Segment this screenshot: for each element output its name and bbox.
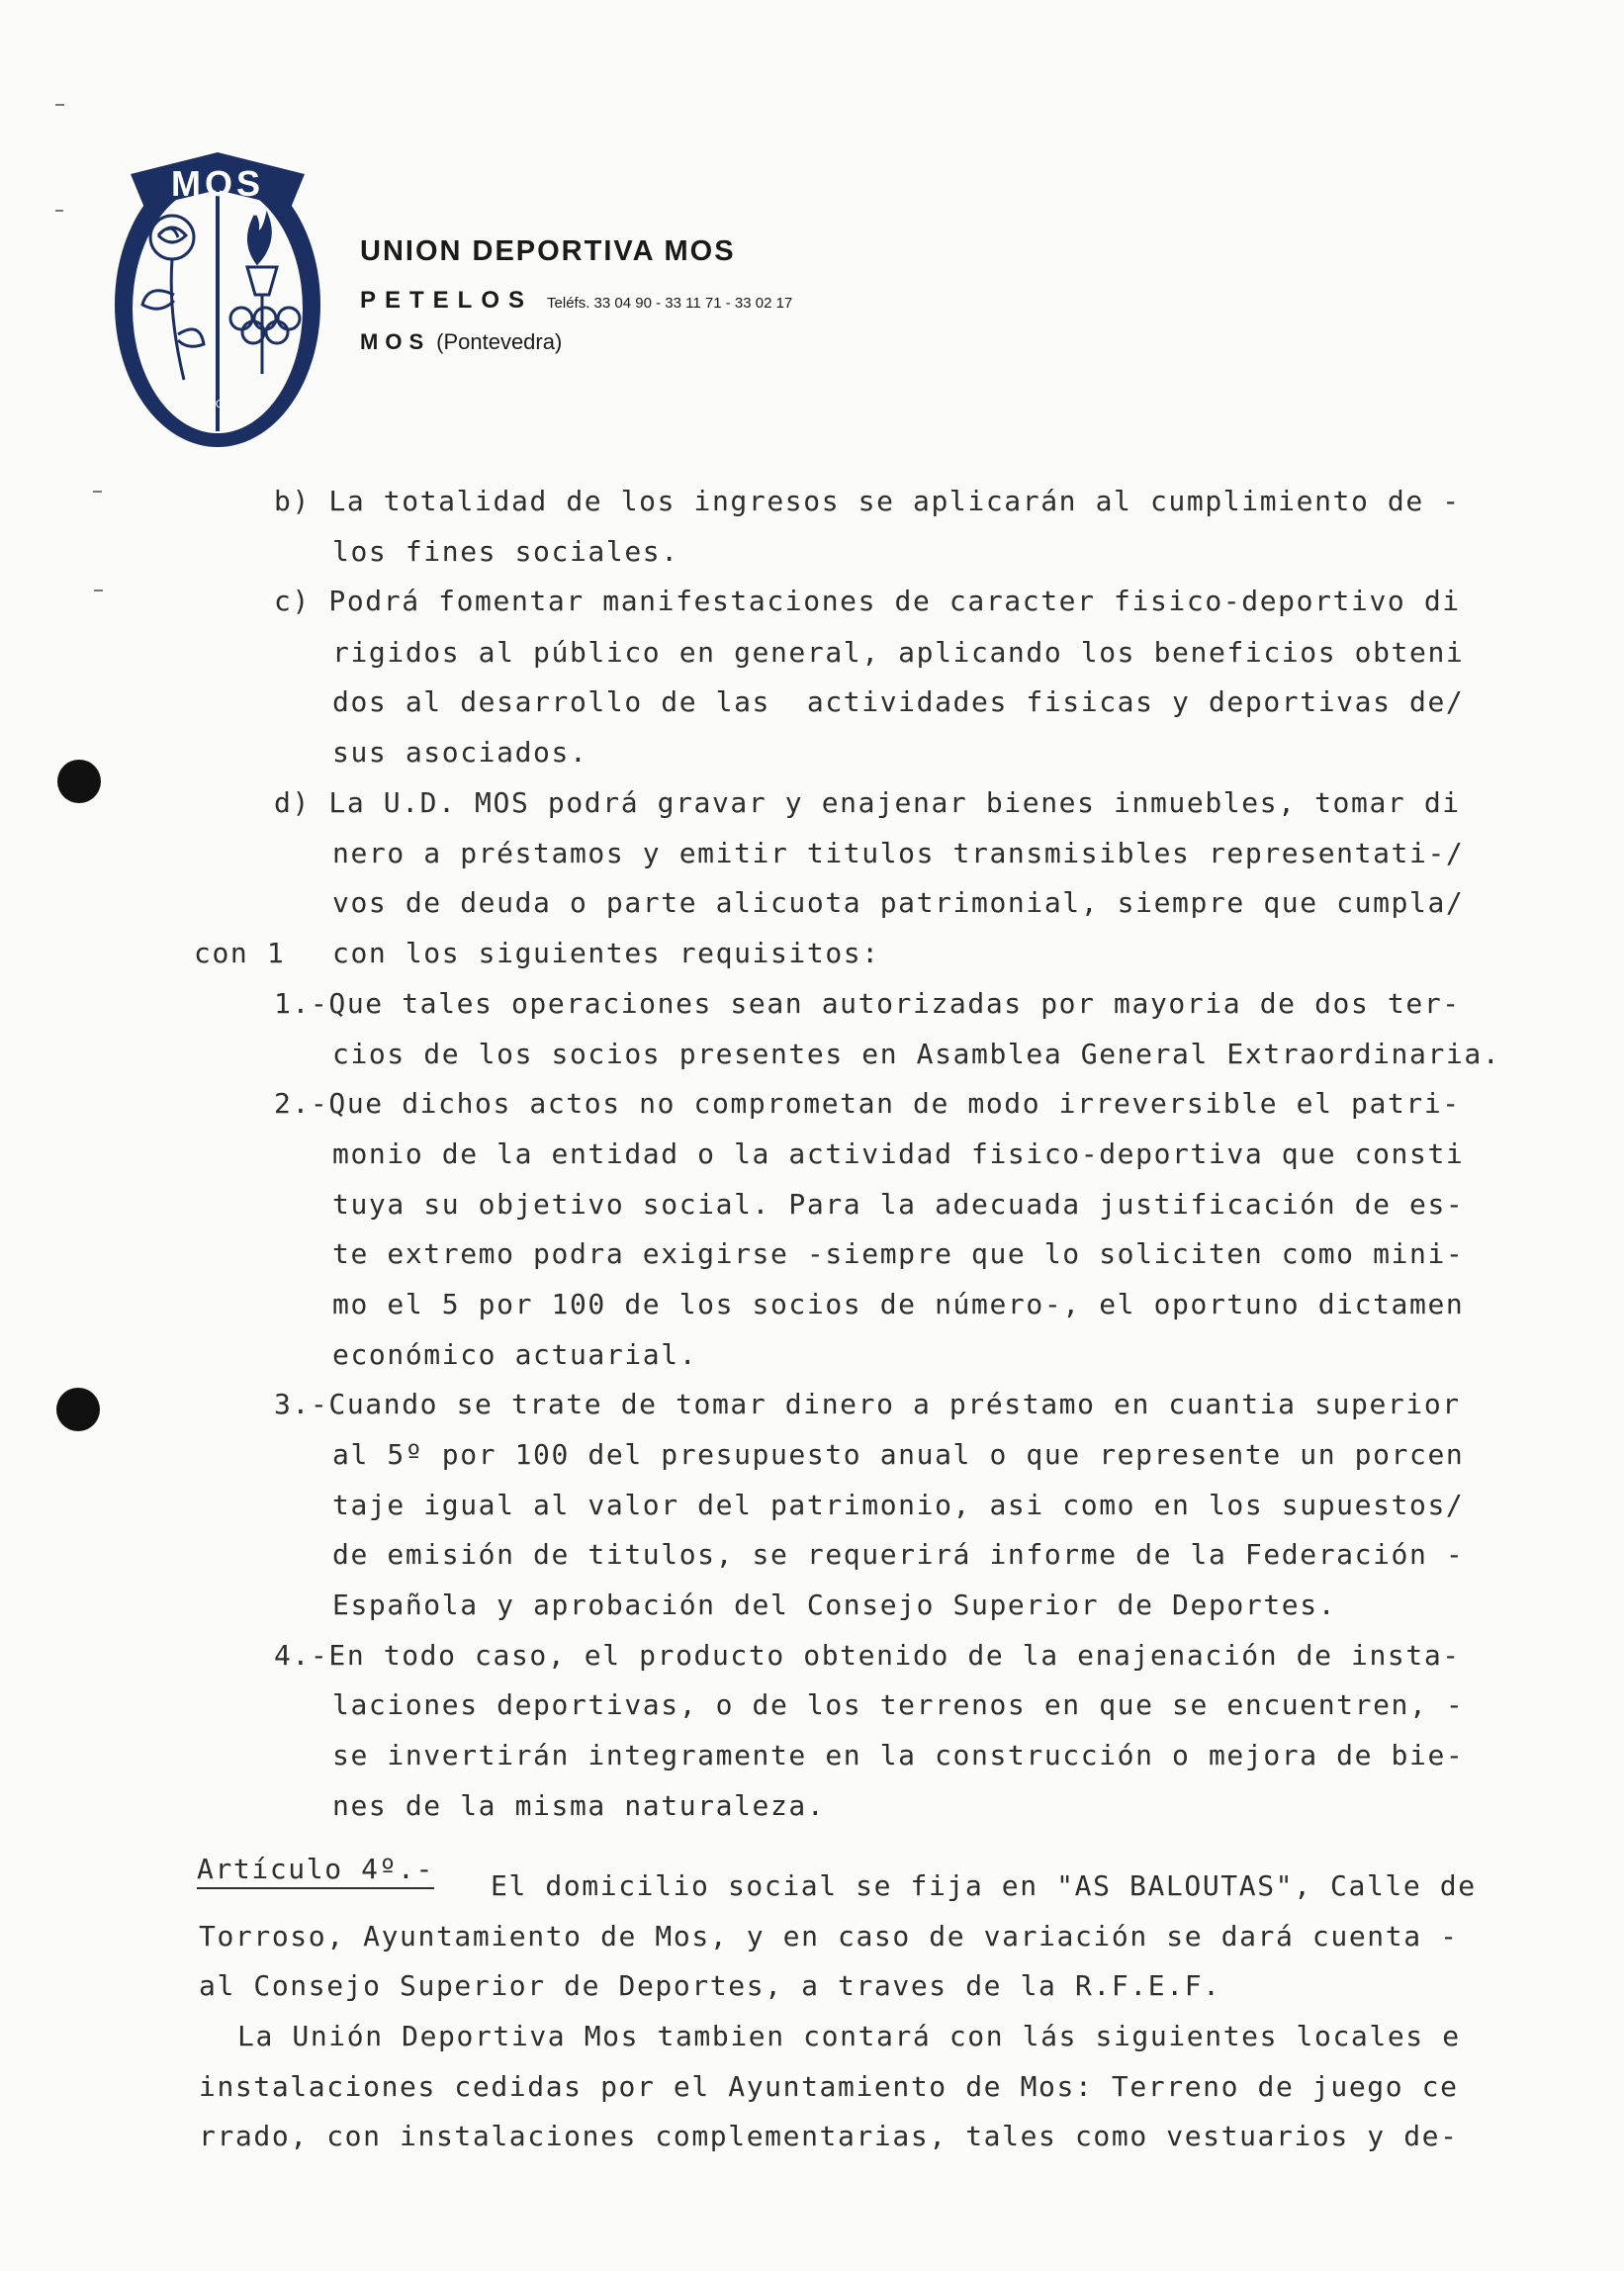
text-line: rigidos al público en general, aplicando los beneficios obteni: [332, 636, 1465, 669]
margin-speck: [55, 104, 64, 106]
text-line: te extremo podra exigirse -siempre que lo soliciten como mini-: [332, 1237, 1465, 1270]
text-line: taje igual al valor del patrimonio, asi como en los supuestos/: [332, 1489, 1465, 1521]
crest-ring-text: UNION DEPORTIVA: [145, 365, 265, 411]
text-line: mo el 5 por 100 de los socios de número-, el oportuno dictamen: [332, 1288, 1465, 1320]
text-line: se invertirán integramente en la construcción o mejora de bie-: [332, 1739, 1465, 1771]
text-line: laciones deportivas, o de los terrenos en que se encuentren, -: [332, 1688, 1465, 1721]
margin-speck: [94, 590, 103, 591]
punch-hole-bottom: [56, 1388, 100, 1431]
text-line: instalaciones cedidas por el Ayuntamiento de Mos: Terreno de juego ce: [199, 2070, 1459, 2103]
text-line: nero a préstamos y emitir titulos transmisibles representati-/: [332, 837, 1465, 869]
text-line: cios de los socios presentes en Asamblea General Extraordinaria.: [332, 1038, 1501, 1070]
text-line: 4.-En todo caso, el producto obtenido de la enajenación de insta-: [274, 1639, 1461, 1672]
club-crest-logo: [109, 146, 326, 455]
header-address-line: [360, 287, 792, 315]
text-line: monio de la entidad o la actividad fisico-deportiva que consti: [332, 1137, 1465, 1170]
text-line: Torroso, Ayuntamiento de Mos, y en caso de variación se dará cuenta -: [199, 1920, 1459, 1953]
text-line: El domicilio social se fija en "AS BALOUTAS", Calle de: [491, 1869, 1477, 1902]
place-name: PETELOS: [360, 287, 534, 314]
club-name: UNION DEPORTIVA MOS: [360, 235, 736, 267]
text-line: rrado, con instalaciones complementarias, tales como vestuarios y de-: [199, 2120, 1459, 2152]
margin-speck: [55, 210, 63, 212]
town-name: MOS: [360, 329, 431, 354]
text-line: 2.-Que dichos actos no comprometan de modo irreversible el patri-: [274, 1087, 1461, 1120]
text-line: b) La totalidad de los ingresos se aplicarán al cumplimiento de -: [274, 485, 1461, 517]
text-line: 3.-Cuando se trate de tomar dinero a préstamo en cuantia superior: [274, 1388, 1461, 1420]
text-line: los fines sociales.: [332, 535, 679, 568]
text-line: d) La U.D. MOS podrá gravar y enajenar bienes inmuebles, tomar di: [274, 786, 1461, 819]
text-line: La Unión Deportiva Mos tambien contará con lás siguientes locales e: [237, 2020, 1461, 2052]
text-line: de emisión de titulos, se requerirá informe de la Federación -: [332, 1538, 1465, 1571]
text-line: sus asociados.: [332, 736, 588, 769]
margin-speck: [93, 491, 102, 493]
text-line: Española y aprobación del Consejo Superior de Deportes.: [332, 1589, 1337, 1621]
text-line: 1.-Que tales operaciones sean autorizadas por mayoria de dos ter-: [274, 987, 1461, 1020]
header-town-line: [360, 329, 562, 355]
text-line: vos de deuda o parte alicuota patrimonial, siempre que cumpla/: [332, 886, 1465, 919]
crest-banner-text: MOS: [170, 163, 265, 204]
text-line: tuya su objetivo social. Para la adecuada justificación de es-: [332, 1188, 1465, 1221]
article-heading: Artículo 4º.-: [197, 1853, 434, 1885]
phone-numbers: Teléfs. 33 04 90 - 33 11 71 - 33 02 17: [547, 295, 793, 312]
text-line: al Consejo Superior de Deportes, a traves de la R.F.E.F.: [199, 1969, 1221, 2002]
province-name: (Pontevedra): [436, 329, 563, 354]
text-line: al 5º por 100 del presupuesto anual o que represente un porcen: [332, 1438, 1465, 1471]
margin-note: con 1: [194, 937, 286, 969]
text-line: con los siguientes requisitos:: [332, 937, 880, 969]
punch-hole-top: [57, 760, 101, 803]
text-line: c) Podrá fomentar manifestaciones de caracter fisico-deportivo di: [274, 585, 1461, 617]
text-line: dos al desarrollo de las actividades fisicas y deportivas de/: [332, 685, 1465, 718]
text-line: nes de la misma naturaleza.: [332, 1789, 826, 1822]
text-line: económico actuarial.: [332, 1338, 698, 1371]
